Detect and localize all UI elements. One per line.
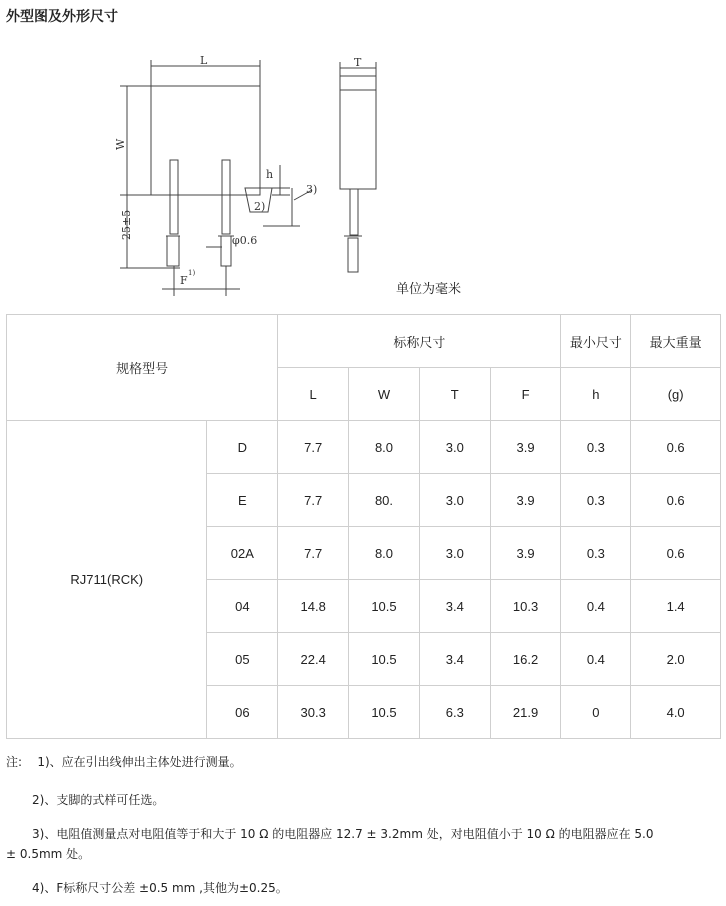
cell-T: 3.0: [419, 527, 490, 580]
cell-L: 7.7: [278, 421, 349, 474]
cell-F: 3.9: [490, 421, 561, 474]
model-name: RJ711(RCK): [7, 421, 207, 739]
cell-W: 10.5: [349, 580, 420, 633]
row-code: 05: [207, 633, 278, 686]
cell-W: 10.5: [349, 686, 420, 739]
cell-weight: 0.6: [631, 421, 721, 474]
subheader-F: F: [490, 368, 561, 421]
label-diameter: φ0.6: [232, 234, 258, 247]
cell-T: 3.4: [419, 580, 490, 633]
label-lead-length: 25±5: [120, 209, 133, 240]
cell-F: 21.9: [490, 686, 561, 739]
model-header: 规格型号: [7, 315, 278, 421]
notes-label: 注:: [6, 755, 23, 769]
cell-W: 80.: [349, 474, 420, 527]
cell-h: 0.3: [561, 421, 631, 474]
cell-weight: 2.0: [631, 633, 721, 686]
cell-L: 7.7: [278, 527, 349, 580]
cell-weight: 0.6: [631, 474, 721, 527]
cell-T: 3.0: [419, 421, 490, 474]
label-note3: 3): [306, 183, 318, 196]
cell-W: 8.0: [349, 421, 420, 474]
min-header: 最小尺寸: [561, 315, 631, 368]
cell-weight: 4.0: [631, 686, 721, 739]
cell-h: 0.4: [561, 633, 631, 686]
cell-h: 0.3: [561, 474, 631, 527]
row-code: 02A: [207, 527, 278, 580]
cell-W: 8.0: [349, 527, 420, 580]
label-W: W: [114, 138, 127, 150]
row-code: 04: [207, 580, 278, 633]
label-F-sup: 1): [188, 269, 196, 277]
cell-T: 3.4: [419, 633, 490, 686]
nominal-header: 标称尺寸: [278, 315, 561, 368]
cell-L: 14.8: [278, 580, 349, 633]
subheader-W: W: [349, 368, 420, 421]
cell-F: 10.3: [490, 580, 561, 633]
cell-L: 7.7: [278, 474, 349, 527]
cell-T: 3.0: [419, 474, 490, 527]
subheader-h: h: [561, 368, 631, 421]
note-1-text: 1)、应在引出线伸出主体处进行测量。: [37, 755, 242, 769]
cell-h: 0.3: [561, 527, 631, 580]
cell-h: 0.4: [561, 580, 631, 633]
cell-F: 3.9: [490, 527, 561, 580]
cell-L: 30.3: [278, 686, 349, 739]
note-1: [6, 752, 242, 772]
note-4: 4)、F标称尺寸公差 ±0.5 mm ,其他为±0.25。: [32, 881, 288, 895]
spec-table: [6, 314, 721, 739]
label-L: L: [200, 54, 208, 67]
cell-weight: 0.6: [631, 527, 721, 580]
subheader-L: L: [278, 368, 349, 421]
row-code: D: [207, 421, 278, 474]
cell-W: 10.5: [349, 633, 420, 686]
unit-note: 单位为毫米: [396, 282, 462, 297]
front-body-outline: [151, 86, 260, 195]
cell-h: 0: [561, 686, 631, 739]
label-T: T: [354, 56, 362, 69]
table-row: [7, 421, 721, 474]
cell-L: 22.4: [278, 633, 349, 686]
side-body-outline: [340, 76, 376, 189]
row-code: 06: [207, 686, 278, 739]
note-3-line2: ± 0.5mm 处。: [6, 847, 91, 861]
label-note2: 2): [254, 200, 266, 213]
note-2: 2)、支脚的式样可任选。: [32, 793, 165, 807]
cell-T: 6.3: [419, 686, 490, 739]
cell-F: 3.9: [490, 474, 561, 527]
cell-weight: 1.4: [631, 580, 721, 633]
label-F: F: [180, 274, 188, 287]
subheader-g: (g): [631, 368, 721, 421]
page-title: 外型图及外形尺寸: [6, 9, 118, 25]
label-h: h: [266, 168, 274, 181]
outline-drawing: [0, 0, 726, 300]
note-3: [6, 824, 722, 864]
row-code: E: [207, 474, 278, 527]
note-3-line1: 3)、电阻值测量点对电阻值等于和大于 10 Ω 的电阻器应 12.7 ± 3.2mm 处，对电阻值小于 10 Ω 的电阻器应在 5.0: [32, 827, 654, 841]
cell-F: 16.2: [490, 633, 561, 686]
subheader-T: T: [419, 368, 490, 421]
max-header: 最大重量: [631, 315, 721, 368]
